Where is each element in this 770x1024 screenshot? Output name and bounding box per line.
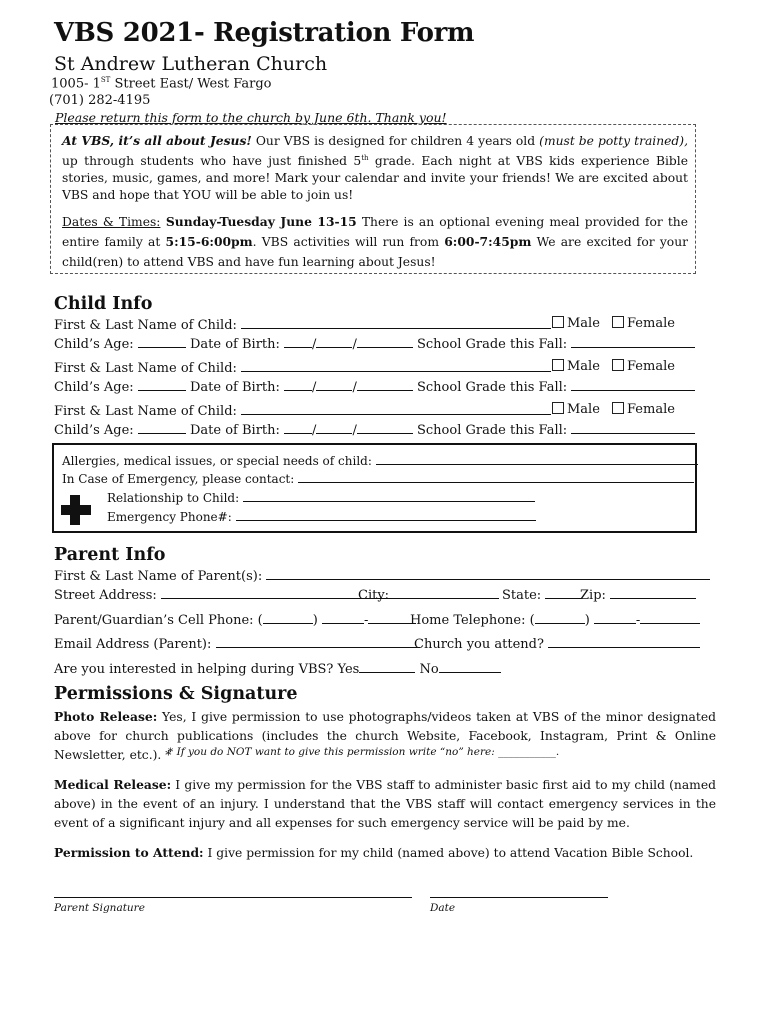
dob-month[interactable] (284, 378, 312, 391)
emergency-phone-blank[interactable] (236, 508, 536, 521)
female-option[interactable] (612, 359, 675, 374)
female-checkbox[interactable] (612, 316, 624, 328)
medical-release-text: I give my permission for the VBS staff to administer basic first aid to my child (named above) in the event of an injury. I understand that the VBS staff will contact emergency services in the event of a significant injury and all expenses for such emergency service will be paid by me. (54, 778, 716, 830)
dob-slash: / (352, 337, 357, 352)
city-blank[interactable] (393, 586, 499, 599)
male-label: Male (567, 316, 600, 331)
child-name-label: First & Last Name of Child: (54, 318, 237, 333)
dates-text-a: There is an optional evening meal provided for the entire family at (62, 215, 688, 249)
medical-release-label: Medical Release: (54, 777, 172, 792)
address-number: 1005- 1 (51, 76, 101, 92)
child-age-field[interactable] (54, 335, 186, 352)
city-label: City: (358, 588, 390, 603)
child-name-label: First & Last Name of Child: (54, 404, 237, 419)
permission-attend-label: Permission to Attend: (54, 845, 204, 860)
intro-italic: (must be potty trained), (539, 134, 688, 148)
cross-horizontal-bar (61, 505, 91, 515)
child-info-heading: Child Info (54, 294, 153, 314)
dates-label: Dates & Times: (62, 215, 161, 229)
intro-text-b: up through students who have just finished 5 (62, 154, 362, 169)
cell-paren: ) (312, 613, 318, 628)
permission-attend-text: I give permission for my child (named above) to attend Vacation Bible School. (203, 846, 694, 860)
address-street: Street East/ West Fargo (110, 76, 272, 92)
helping-yes-blank[interactable] (359, 660, 415, 673)
dob-slash: / (352, 423, 357, 438)
dob-slash: / (312, 380, 317, 395)
cell-phone-field[interactable] (54, 611, 416, 628)
home-paren: ) (584, 613, 590, 628)
emergency-contact-label: In Case of Emergency, please contact: (62, 472, 295, 486)
child-age-blank[interactable] (138, 378, 186, 391)
helping-no-blank[interactable] (439, 660, 501, 673)
dob-field[interactable] (190, 421, 413, 438)
city-field[interactable] (358, 586, 499, 603)
child-name-field[interactable] (54, 402, 551, 419)
relationship-blank[interactable] (243, 489, 535, 502)
parent-signature-label: Parent Signature (54, 902, 145, 914)
male-label: Male (567, 402, 600, 417)
dob-slash: / (312, 337, 317, 352)
male-label: Male (567, 359, 600, 374)
grade-field[interactable] (417, 421, 695, 438)
dob-label: Date of Birth: (190, 423, 280, 438)
child-age-field[interactable] (54, 421, 186, 438)
cell-area-code[interactable] (263, 611, 313, 624)
date-line[interactable] (430, 897, 608, 898)
emergency-phone-label: Emergency Phone#: (107, 510, 232, 524)
child-age-field[interactable] (54, 378, 186, 395)
child-name-blank[interactable] (241, 316, 551, 329)
dob-year[interactable] (357, 421, 413, 434)
grade-label: School Grade this Fall: (417, 337, 568, 352)
male-option[interactable] (552, 402, 600, 417)
home-area-code[interactable] (535, 611, 585, 624)
address-superscript: ST (100, 76, 111, 84)
return-note: Please return this form to the church by June 6th. Thank you! (55, 110, 447, 125)
intro-superscript: th (361, 154, 369, 162)
cell-dash: - (363, 613, 369, 628)
emergency-contact-field[interactable] (62, 470, 694, 486)
allergies-field[interactable] (62, 452, 698, 468)
state-field[interactable] (502, 586, 581, 603)
female-option[interactable] (612, 316, 675, 331)
male-option[interactable] (552, 359, 600, 374)
home-line[interactable] (640, 611, 700, 624)
church-name: St Andrew Lutheran Church (54, 53, 328, 75)
dates-text-b: . VBS activities will run from (252, 235, 445, 249)
dob-slash: / (352, 380, 357, 395)
parent-name-label: First & Last Name of Parent(s): (54, 569, 263, 584)
dob-year[interactable] (357, 335, 413, 348)
zip-label: Zip: (580, 588, 606, 603)
parent-signature-line[interactable] (54, 897, 412, 898)
child-age-label: Child’s Age: (54, 423, 134, 438)
parent-name-field[interactable] (54, 567, 710, 584)
allergies-blank[interactable] (376, 452, 698, 465)
date-label: Date (430, 902, 456, 914)
helping-no-label: No (419, 662, 439, 677)
dates-text-c: We are excited for your child(ren) to attend VBS and have fun learning about Jesus! (62, 235, 688, 269)
child-name-field[interactable] (54, 316, 551, 333)
female-label: Female (627, 359, 675, 374)
dob-field[interactable] (190, 378, 413, 395)
female-checkbox[interactable] (612, 402, 624, 414)
dob-field[interactable] (190, 335, 413, 352)
female-label: Female (627, 402, 675, 417)
church-attend-label: Church you attend? (414, 637, 544, 652)
emergency-phone-field[interactable] (107, 508, 536, 524)
permission-attend (54, 843, 716, 863)
child-age-label: Child’s Age: (54, 337, 134, 352)
child-name-blank[interactable] (241, 359, 551, 372)
email-label: Email Address (Parent): (54, 637, 212, 652)
grade-field[interactable] (417, 335, 695, 352)
dob-day[interactable] (316, 378, 352, 391)
meal-time: 5:15-6:00pm (165, 234, 253, 249)
email-blank[interactable] (216, 635, 420, 648)
zip-field[interactable] (580, 586, 696, 603)
child-age-blank[interactable] (138, 335, 186, 348)
allergies-label: Allergies, medical issues, or special needs of child: (62, 454, 372, 468)
dob-label: Date of Birth: (190, 380, 280, 395)
home-dash: - (635, 613, 641, 628)
relationship-label: Relationship to Child: (107, 491, 240, 505)
cell-phone-label: Parent/Guardian’s Cell Phone: ( (54, 613, 263, 628)
home-phone-label: Home Telephone: ( (410, 613, 535, 628)
helping-label: Are you interested in helping during VBS? Yes (54, 662, 360, 677)
zip-blank[interactable] (610, 586, 696, 599)
child-age-blank[interactable] (138, 421, 186, 434)
grade-blank[interactable] (571, 378, 695, 391)
home-phone-field[interactable] (410, 611, 700, 628)
dob-month[interactable] (284, 335, 312, 348)
cell-prefix[interactable] (322, 611, 364, 624)
photo-release-text: Yes, I give permission to use photographs/videos taken at VBS of the minor designated above for church publications (includes the church Website, Facebook, Instagram, Print & Online Newsletter, etc.). * (54, 710, 716, 762)
home-prefix[interactable] (594, 611, 636, 624)
email-field[interactable] (54, 635, 420, 652)
emergency-contact-blank[interactable] (298, 470, 694, 483)
helping-field[interactable] (54, 660, 501, 677)
street-field[interactable] (54, 586, 395, 603)
activity-time: 6:00-7:45pm (444, 234, 532, 249)
photo-release-note[interactable]: * If you do NOT want to give this permission write “no” here: ___________. (168, 746, 560, 758)
relationship-field[interactable] (107, 489, 535, 505)
male-checkbox[interactable] (552, 402, 564, 414)
medical-release (54, 775, 716, 833)
parent-info-heading: Parent Info (54, 545, 166, 565)
dob-year[interactable] (357, 378, 413, 391)
parent-name-blank[interactable] (266, 567, 710, 580)
child-name-label: First & Last Name of Child: (54, 361, 237, 376)
female-option[interactable] (612, 402, 675, 417)
male-checkbox[interactable] (552, 359, 564, 371)
male-checkbox[interactable] (552, 316, 564, 328)
child-name-field[interactable] (54, 359, 551, 376)
female-checkbox[interactable] (612, 359, 624, 371)
dob-day[interactable] (316, 335, 352, 348)
dates-paragraph (62, 212, 688, 272)
grade-label: School Grade this Fall: (417, 423, 568, 438)
church-phone: (701) 282-4195 (49, 93, 151, 108)
intro-lead: At VBS, it’s all about Jesus! (62, 133, 252, 148)
church-attend-blank[interactable] (548, 635, 700, 648)
state-label: State: (502, 588, 542, 603)
state-blank[interactable] (545, 586, 581, 599)
dob-day[interactable] (316, 421, 352, 434)
intro-paragraph (62, 132, 688, 204)
dob-label: Date of Birth: (190, 337, 280, 352)
child-name-blank[interactable] (241, 402, 551, 415)
grade-label: School Grade this Fall: (417, 380, 568, 395)
photo-release-label: Photo Release: (54, 709, 158, 724)
dob-month[interactable] (284, 421, 312, 434)
intro-text-c: grade. Each night at VBS kids experience Bible stories, music, games, and more! Mark your calendar and invite your friends! We are excited about VBS and hope that YOU will be able to join us! (62, 154, 688, 203)
male-option[interactable] (552, 316, 600, 331)
dates-bold: Sunday-Tuesday June 13-15 (160, 214, 357, 229)
child-age-label: Child’s Age: (54, 380, 134, 395)
permissions-heading: Permissions & Signature (54, 684, 298, 704)
church-attend-field[interactable] (414, 635, 700, 652)
page-title: VBS 2021- Registration Form (54, 18, 475, 48)
female-label: Female (627, 316, 675, 331)
grade-blank[interactable] (571, 335, 695, 348)
grade-field[interactable] (417, 378, 695, 395)
church-address (51, 76, 272, 91)
grade-blank[interactable] (571, 421, 695, 434)
dob-slash: / (312, 423, 317, 438)
street-label: Street Address: (54, 588, 157, 603)
intro-text-a: Our VBS is designed for children 4 years old (251, 134, 540, 148)
